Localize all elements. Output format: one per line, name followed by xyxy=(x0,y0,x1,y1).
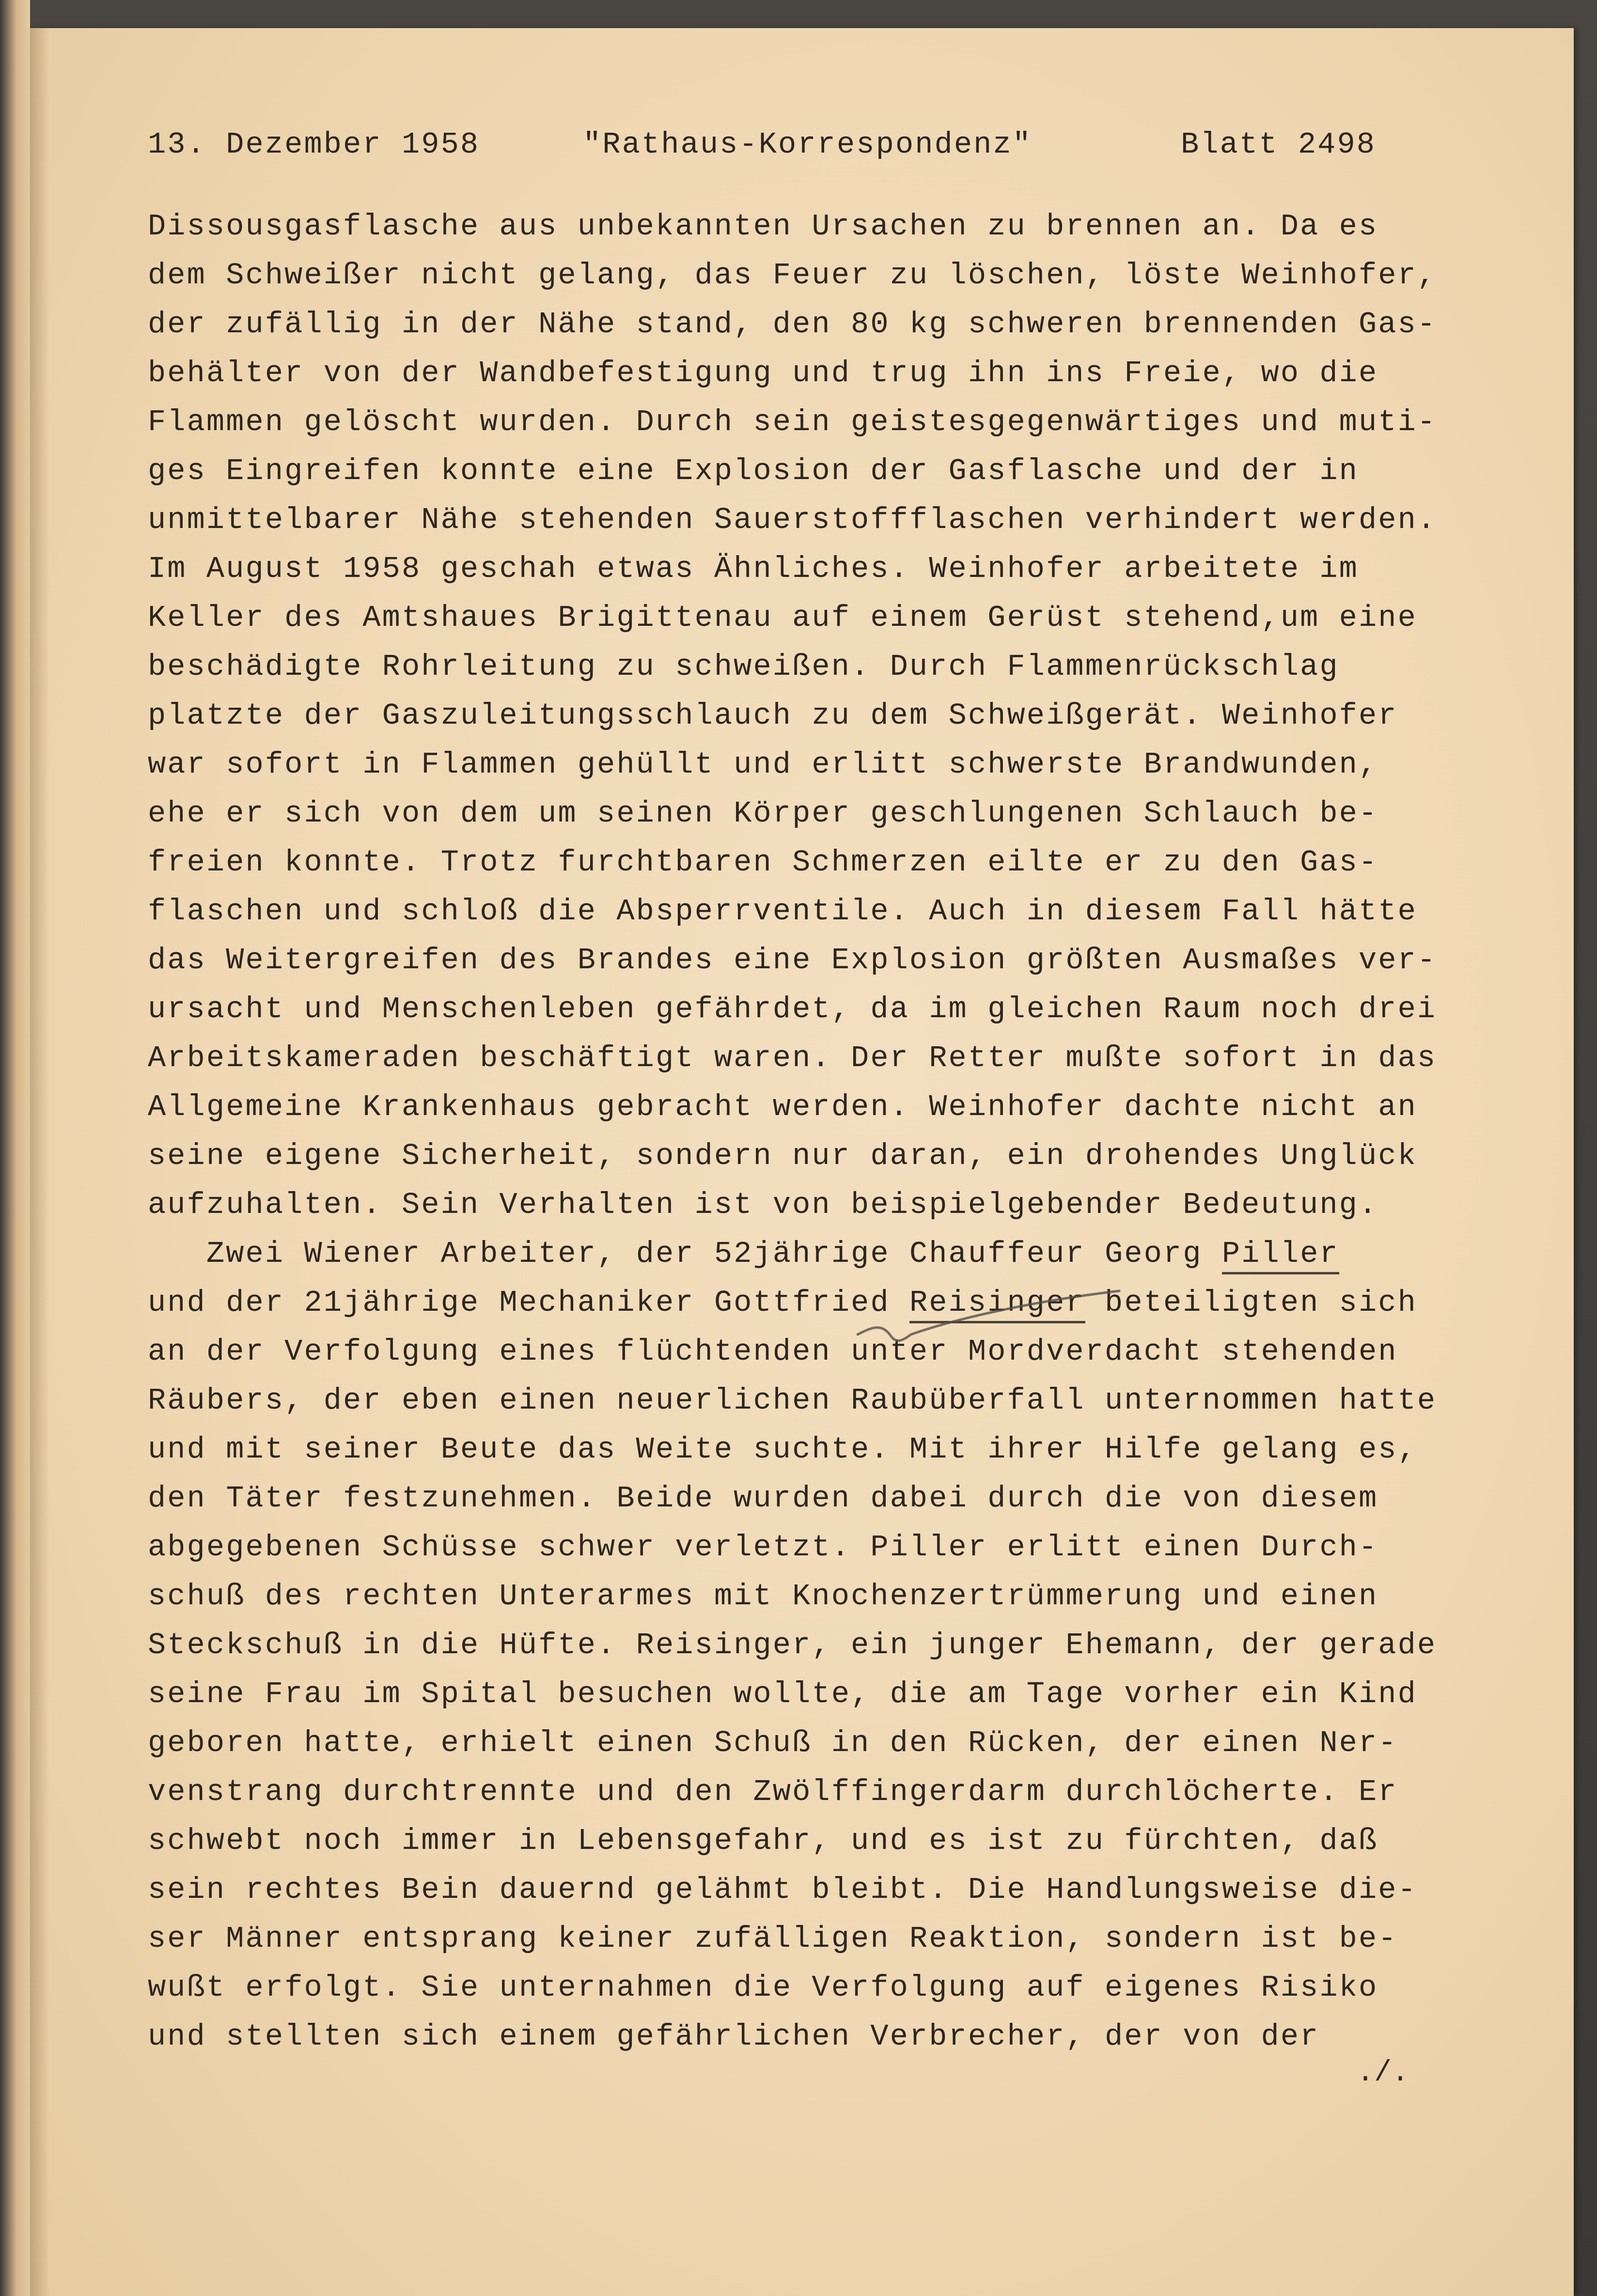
text-line: venstrang durchtrennte und den Zwölffingerdarm durchlöcherte. Er xyxy=(148,1775,1398,1809)
text-line: seine eigene Sicherheit, sondern nur daran, ein drohendes Unglück xyxy=(148,1139,1417,1173)
text-line: war sofort in Flammen gehüllt und erlitt schwerste Brandwunden, xyxy=(148,747,1378,782)
text-line: schuß des rechten Unterarmes mit Knochenzertrümmerung und einen xyxy=(148,1579,1378,1613)
text-segment: und der 21jährige Mechaniker Gottfried xyxy=(148,1286,909,1320)
text-line: Arbeitskameraden beschäftigt waren. Der Retter mußte sofort in das xyxy=(148,1041,1437,1075)
text-line: geboren hatte, erhielt einen Schuß in den Rücken, der einen Ner- xyxy=(148,1726,1398,1760)
header-publication: "Rathaus-Korrespondenz" xyxy=(583,127,1033,162)
text-line: platzte der Gaszuleitungsschlauch zu dem Schweißgerät. Weinhofer xyxy=(148,698,1398,733)
text-line: Steckschuß in die Hüfte. Reisinger, ein junger Ehemann, der gerade xyxy=(148,1628,1437,1662)
header-sheet-number: Blatt 2498 xyxy=(1181,127,1377,162)
text-line: ursacht und Menschenleben gefährdet, da im gleichen Raum noch drei xyxy=(148,992,1437,1026)
text-line: ehe er sich von dem um seinen Körper geschlungenen Schlauch be- xyxy=(148,796,1378,831)
underlined-name-piller: Piller xyxy=(1222,1237,1339,1274)
text-line: Allgemeine Krankenhaus gebracht werden. Weinhofer dachte nicht an xyxy=(148,1090,1417,1124)
text-line: aufzuhalten. Sein Verhalten ist von beispielgebender Bedeutung. xyxy=(148,1188,1378,1222)
text-line: flaschen und schloß die Absperrventile. Auch in diesem Fall hätte xyxy=(148,894,1417,929)
text-line: der zufällig in der Nähe stand, den 80 kg schweren brennenden Gas- xyxy=(148,307,1437,341)
previous-page-edge xyxy=(0,0,30,2296)
text-line: Dissousgasflasche aus unbekannten Ursachen zu brennen an. Da es xyxy=(148,209,1378,244)
text-line: Keller des Amtshaues Brigittenau auf einem Gerüst stehend,um eine xyxy=(148,601,1417,635)
pen-check-mark xyxy=(853,1288,1124,1347)
text-line: behälter von der Wandbefestigung und trug ihn ins Freie, wo die xyxy=(148,356,1378,390)
text-line: schwebt noch immer in Lebensgefahr, und es ist zu fürchten, daß xyxy=(148,1824,1378,1858)
text-segment: beteiligten sich xyxy=(1085,1286,1417,1320)
text-line: beschädigte Rohrleitung zu schweißen. Durch Flammenrückschlag xyxy=(148,650,1339,684)
text-line: freien konnte. Trotz furchtbaren Schmerzen eilte er zu den Gas- xyxy=(148,845,1378,880)
continuation-mark: ./. xyxy=(1357,2057,1409,2090)
text-line: an der Verfolgung eines flüchtenden unter Mordverdacht stehenden xyxy=(148,1334,1398,1369)
text-line: ges Eingreifen konnte eine Explosion der Gasflasche und der in xyxy=(148,454,1359,488)
text-line: Flammen gelöscht wurden. Durch sein geistesgegenwärtiges und muti- xyxy=(148,405,1437,439)
page-gutter-shadow xyxy=(30,28,49,2296)
underlined-name-reisinger: Reisinger xyxy=(909,1286,1085,1323)
text-line: und mit seiner Beute das Weite suchte. Mit ihrer Hilfe gelang es, xyxy=(148,1432,1417,1467)
text-line: abgegebenen Schüsse schwer verletzt. Piller erlitt einen Durch- xyxy=(148,1530,1378,1565)
text-line xyxy=(148,1288,1417,1318)
text-line: ser Männer entsprang keiner zufälligen Reaktion, sondern ist be- xyxy=(148,1922,1398,1956)
text-line: unmittelbarer Nähe stehenden Sauerstoffflaschen verhindert werden. xyxy=(148,503,1437,537)
text-line: das Weitergreifen des Brandes eine Explosion größten Ausmaßes ver- xyxy=(148,943,1437,977)
text-line: dem Schweißer nicht gelang, das Feuer zu löschen, löste Weinhofer, xyxy=(148,258,1437,293)
text-line: Im August 1958 geschah etwas Ähnliches. Weinhofer arbeitete im xyxy=(148,552,1359,586)
text-line: den Täter festzunehmen. Beide wurden dabei durch die von diesem xyxy=(148,1481,1378,1516)
text-line: wußt erfolgt. Sie unternahmen die Verfolgung auf eigenes Risiko xyxy=(148,1970,1378,2005)
text-line xyxy=(148,1239,1339,1269)
text-line: seine Frau im Spital besuchen wollte, die am Tage vorher ein Kind xyxy=(148,1677,1417,1711)
text-line: sein rechtes Bein dauernd gelähmt bleibt. Die Handlungsweise die- xyxy=(148,1873,1417,1907)
text-line: und stellten sich einem gefährlichen Verbrecher, der von der xyxy=(148,2019,1320,2054)
text-segment: Zwei Wiener Arbeiter, der 52jährige Chauffeur Georg xyxy=(148,1237,1222,1271)
text-line: Räubers, der eben einen neuerlichen Raubüberfall unternommen hatte xyxy=(148,1383,1437,1418)
header-date: 13. Dezember 1958 xyxy=(148,127,480,162)
